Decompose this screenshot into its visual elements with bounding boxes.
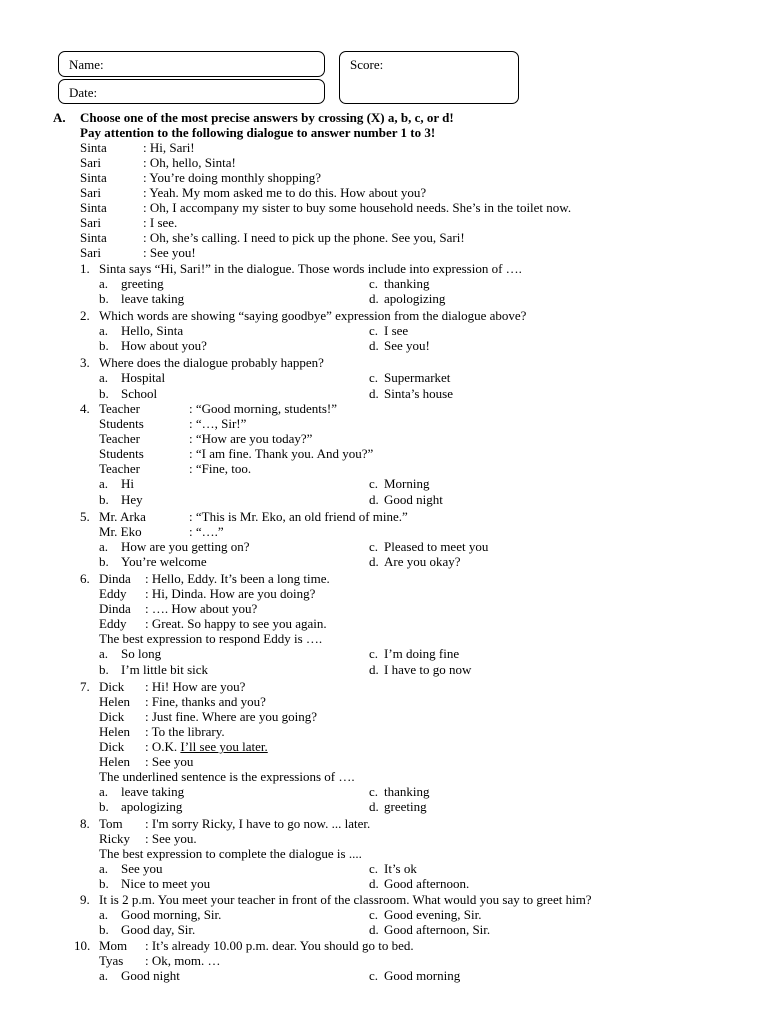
option-letter: d.	[369, 554, 379, 569]
question-number: 6.	[80, 571, 90, 586]
dialogue-text: : Ok, mom. …	[145, 953, 221, 968]
option-letter: c.	[369, 907, 379, 922]
options-row	[0, 386, 768, 401]
dialogue-speaker: Helen	[99, 724, 131, 739]
question-line	[0, 601, 768, 616]
question-number: 4.	[80, 401, 90, 416]
option-letter: c.	[369, 861, 379, 876]
dialogue-text: : O.K. I’ll see you later.	[145, 739, 268, 754]
dialogue-text: : To the library.	[145, 724, 225, 739]
question-number: 9.	[80, 892, 90, 907]
dialogue-text: : “How are you today?”	[189, 431, 313, 446]
question-text: Where does the dialogue probably happen?	[99, 355, 324, 370]
options-row	[0, 370, 768, 385]
question-line	[0, 816, 768, 831]
question-line	[0, 846, 768, 861]
options-row	[0, 323, 768, 338]
dialogue-text: : “I am fine. Thank you. And you?”	[189, 446, 374, 461]
option-text: leave taking	[121, 291, 185, 306]
options-row	[0, 861, 768, 876]
question-number: 2.	[80, 308, 90, 323]
option-text: Good day, Sir.	[121, 922, 196, 937]
options-row	[0, 554, 768, 569]
dialogue-speaker: Dinda	[99, 571, 131, 586]
dialogue-speaker: Sinta	[80, 230, 107, 245]
options-row	[0, 799, 768, 814]
dialogue-text: : Oh, I accompany my sister to buy some household needs. She’s in the toilet now.	[143, 200, 572, 215]
dialogue-text: : See you.	[145, 831, 197, 846]
dialogue-speaker: Helen	[99, 754, 131, 769]
options-row	[0, 492, 768, 507]
option-letter: c.	[369, 784, 379, 799]
option-letter: b.	[99, 386, 109, 401]
option-text: Good morning	[384, 968, 461, 983]
dialogue-text: : I see.	[143, 215, 178, 230]
dialogue-text: : Fine, thanks and you?	[145, 694, 266, 709]
question-line	[0, 461, 768, 476]
option-letter: b.	[99, 876, 109, 891]
dialogue-speaker: Sari	[80, 155, 101, 170]
options-row	[0, 276, 768, 291]
dialogue-text: : Hi! How are you?	[145, 679, 246, 694]
dialogue-speaker: Sinta	[80, 170, 107, 185]
question-line	[0, 953, 768, 968]
section-instruction: Choose one of the most precise answers by crossing (X) a, b, c, or d!	[80, 110, 454, 125]
option-letter: d.	[369, 876, 379, 891]
dialogue-speaker: Sinta	[80, 200, 107, 215]
score-label: Score:	[350, 57, 384, 72]
dialogue-speaker: Ricky	[99, 831, 131, 846]
option-letter: a.	[99, 646, 109, 661]
question-line	[0, 739, 768, 754]
dialogue-text: : I'm sorry Ricky, I have to go now. ... later.	[145, 816, 371, 831]
option-text: Good afternoon.	[384, 876, 470, 891]
dialogue-text: : “This is Mr. Eko, an old friend of mine.”	[189, 509, 408, 524]
dialogue-line	[0, 200, 768, 215]
question-line	[0, 431, 768, 446]
question-line	[0, 694, 768, 709]
options-row	[0, 968, 768, 983]
dialogue-text: : “…, Sir!”	[189, 416, 247, 431]
option-text: Good night	[121, 968, 180, 983]
dialogue-speaker: Dick	[99, 739, 125, 754]
option-text: I’m doing fine	[384, 646, 460, 661]
options-row	[0, 784, 768, 799]
option-text: greeting	[384, 799, 427, 814]
dialogue-line	[0, 155, 768, 170]
options-row	[0, 876, 768, 891]
question-text: The underlined sentence is the expressions of ….	[99, 769, 355, 784]
question-line	[0, 308, 768, 323]
option-letter: c.	[369, 646, 379, 661]
option-text: It’s ok	[384, 861, 417, 876]
dialogue-speaker: Eddy	[99, 586, 127, 601]
dialogue-speaker: Sari	[80, 185, 101, 200]
dialogue-speaker: Teacher	[99, 431, 140, 446]
dialogue-line	[0, 245, 768, 260]
option-text: leave taking	[121, 784, 185, 799]
option-letter: a.	[99, 370, 109, 385]
dialogue-speaker: Teacher	[99, 461, 140, 476]
question-line	[0, 631, 768, 646]
question-text: Sinta says “Hi, Sari!” in the dialogue. Those words include into expression of ….	[99, 261, 522, 276]
option-text: School	[121, 386, 158, 401]
option-text: Good morning, Sir.	[121, 907, 222, 922]
option-letter: c.	[369, 370, 379, 385]
section-instruction-line	[0, 110, 768, 125]
options-row	[0, 662, 768, 677]
options-row	[0, 476, 768, 491]
question-text: Which words are showing “saying goodbye” expression from the dialogue above?	[99, 308, 527, 323]
date-label: Date:	[69, 85, 98, 100]
question-line	[0, 709, 768, 724]
dialogue-speaker: Dick	[99, 709, 125, 724]
option-letter: d.	[369, 291, 379, 306]
name-field[interactable]	[58, 51, 325, 77]
question-line	[0, 509, 768, 524]
option-text: Pleased to meet you	[384, 539, 489, 554]
question-line	[0, 831, 768, 846]
option-letter: a.	[99, 968, 109, 983]
dialogue-text: : Hi, Sari!	[143, 140, 195, 155]
option-letter: a.	[99, 476, 109, 491]
question-number: 5.	[80, 509, 90, 524]
question-line	[0, 586, 768, 601]
dialogue-speaker: Dick	[99, 679, 125, 694]
question-line	[0, 938, 768, 953]
option-letter: b.	[99, 492, 109, 507]
option-text: Good night	[384, 492, 443, 507]
question-line	[0, 769, 768, 784]
dialogue-text: : “Fine, too.	[189, 461, 252, 476]
option-letter: d.	[369, 799, 379, 814]
dialogue-text: : Oh, she’s calling. I need to pick up the phone. See you, Sari!	[143, 230, 465, 245]
dialogue-speaker: Dinda	[99, 601, 131, 616]
dialogue-speaker: Teacher	[99, 401, 140, 416]
option-letter: a.	[99, 861, 109, 876]
option-text: I have to go now	[384, 662, 472, 677]
dialogue-speaker: Mom	[99, 938, 128, 953]
option-text: apologizing	[384, 291, 446, 306]
section-instruction-line	[0, 125, 768, 140]
date-field[interactable]	[58, 79, 325, 104]
dialogue-line	[0, 215, 768, 230]
option-text: Nice to meet you	[121, 876, 211, 891]
option-text: So long	[121, 646, 162, 661]
option-text: thanking	[384, 276, 430, 291]
options-row	[0, 922, 768, 937]
question-number: 10.	[74, 938, 91, 953]
dialogue-speaker: Mr. Arka	[99, 509, 146, 524]
option-letter: b.	[99, 554, 109, 569]
options-row	[0, 291, 768, 306]
question-text: The best expression to complete the dialogue is ....	[99, 846, 362, 861]
option-letter: a.	[99, 539, 109, 554]
option-letter: b.	[99, 338, 109, 353]
option-letter: d.	[369, 338, 379, 353]
option-text: See you	[121, 861, 163, 876]
dialogue-line	[0, 170, 768, 185]
option-letter: c.	[369, 968, 379, 983]
section-letter: A.	[53, 110, 66, 125]
question-line	[0, 401, 768, 416]
section-instruction: Pay attention to the following dialogue to answer number 1 to 3!	[80, 125, 436, 140]
question-line	[0, 616, 768, 631]
option-text: See you!	[384, 338, 430, 353]
option-text: How are you getting on?	[121, 539, 250, 554]
option-letter: d.	[369, 922, 379, 937]
option-text: Hi	[121, 476, 134, 491]
dialogue-text: : …. How about you?	[145, 601, 258, 616]
dialogue-text: : Hello, Eddy. It’s been a long time.	[145, 571, 330, 586]
dialogue-speaker: Tom	[99, 816, 123, 831]
dialogue-text: : You’re doing monthly shopping?	[143, 170, 322, 185]
option-letter: b.	[99, 291, 109, 306]
question-text: The best expression to respond Eddy is ….	[99, 631, 323, 646]
option-text: Sinta’s house	[384, 386, 453, 401]
dialogue-text: : “….”	[189, 524, 224, 539]
option-letter: a.	[99, 323, 109, 338]
option-text: apologizing	[121, 799, 183, 814]
dialogue-speaker: Mr. Eko	[99, 524, 142, 539]
options-row	[0, 539, 768, 554]
option-letter: d.	[369, 492, 379, 507]
question-number: 7.	[80, 679, 90, 694]
question-line	[0, 524, 768, 539]
question-line	[0, 724, 768, 739]
options-row	[0, 907, 768, 922]
question-line	[0, 355, 768, 370]
dialogue-speaker: Eddy	[99, 616, 127, 631]
option-text: greeting	[121, 276, 164, 291]
question-line	[0, 446, 768, 461]
option-letter: a.	[99, 907, 109, 922]
score-field[interactable]	[339, 51, 519, 104]
option-letter: b.	[99, 799, 109, 814]
option-text: Hello, Sinta	[121, 323, 184, 338]
question-line	[0, 892, 768, 907]
dialogue-text: : Great. So happy to see you again.	[145, 616, 327, 631]
question-number: 1.	[80, 261, 90, 276]
dialogue-line	[0, 185, 768, 200]
option-text: Hey	[121, 492, 143, 507]
dialogue-speaker: Students	[99, 416, 144, 431]
question-line	[0, 416, 768, 431]
question-line	[0, 679, 768, 694]
option-text: Morning	[384, 476, 430, 491]
option-letter: d.	[369, 662, 379, 677]
option-letter: d.	[369, 386, 379, 401]
option-text: Good evening, Sir.	[384, 907, 482, 922]
dialogue-text: : It’s already 10.00 p.m. dear. You should go to bed.	[145, 938, 414, 953]
question-number: 3.	[80, 355, 90, 370]
option-text: How about you?	[121, 338, 207, 353]
options-row	[0, 338, 768, 353]
option-text: Supermarket	[384, 370, 451, 385]
option-letter: a.	[99, 784, 109, 799]
dialogue-text: : “Good morning, students!”	[189, 401, 338, 416]
dialogue-line	[0, 140, 768, 155]
dialogue-speaker: Sari	[80, 245, 101, 260]
option-letter: c.	[369, 276, 379, 291]
name-label: Name:	[69, 57, 104, 72]
dialogue-speaker: Helen	[99, 694, 131, 709]
dialogue-text: : Yeah. My mom asked me to do this. How about you?	[143, 185, 427, 200]
dialogue-line	[0, 230, 768, 245]
dialogue-speaker: Sari	[80, 215, 101, 230]
dialogue-text: : Oh, hello, Sinta!	[143, 155, 236, 170]
question-number: 8.	[80, 816, 90, 831]
options-row	[0, 646, 768, 661]
option-text: You’re welcome	[121, 554, 207, 569]
option-text: Good afternoon, Sir.	[384, 922, 491, 937]
option-text: I’m little bit sick	[121, 662, 209, 677]
option-letter: c.	[369, 539, 379, 554]
question-line	[0, 571, 768, 586]
dialogue-speaker: Tyas	[99, 953, 124, 968]
dialogue-text: : Just fine. Where are you going?	[145, 709, 317, 724]
underlined-sentence: I’ll see you later.	[180, 739, 268, 754]
dialogue-text: : See you!	[143, 245, 196, 260]
question-line	[0, 261, 768, 276]
option-text: I see	[384, 323, 409, 338]
dialogue-speaker: Students	[99, 446, 144, 461]
option-letter: c.	[369, 476, 379, 491]
option-letter: b.	[99, 922, 109, 937]
question-text: It is 2 p.m. You meet your teacher in front of the classroom. What would you say to greet him?	[99, 892, 592, 907]
option-text: Are you okay?	[384, 554, 461, 569]
dialogue-text: : See you	[145, 754, 194, 769]
option-letter: b.	[99, 662, 109, 677]
option-text: thanking	[384, 784, 430, 799]
dialogue-text: : Hi, Dinda. How are you doing?	[145, 586, 316, 601]
dialogue-speaker: Sinta	[80, 140, 107, 155]
option-letter: c.	[369, 323, 379, 338]
option-text: Hospital	[121, 370, 166, 385]
option-letter: a.	[99, 276, 109, 291]
question-line	[0, 754, 768, 769]
